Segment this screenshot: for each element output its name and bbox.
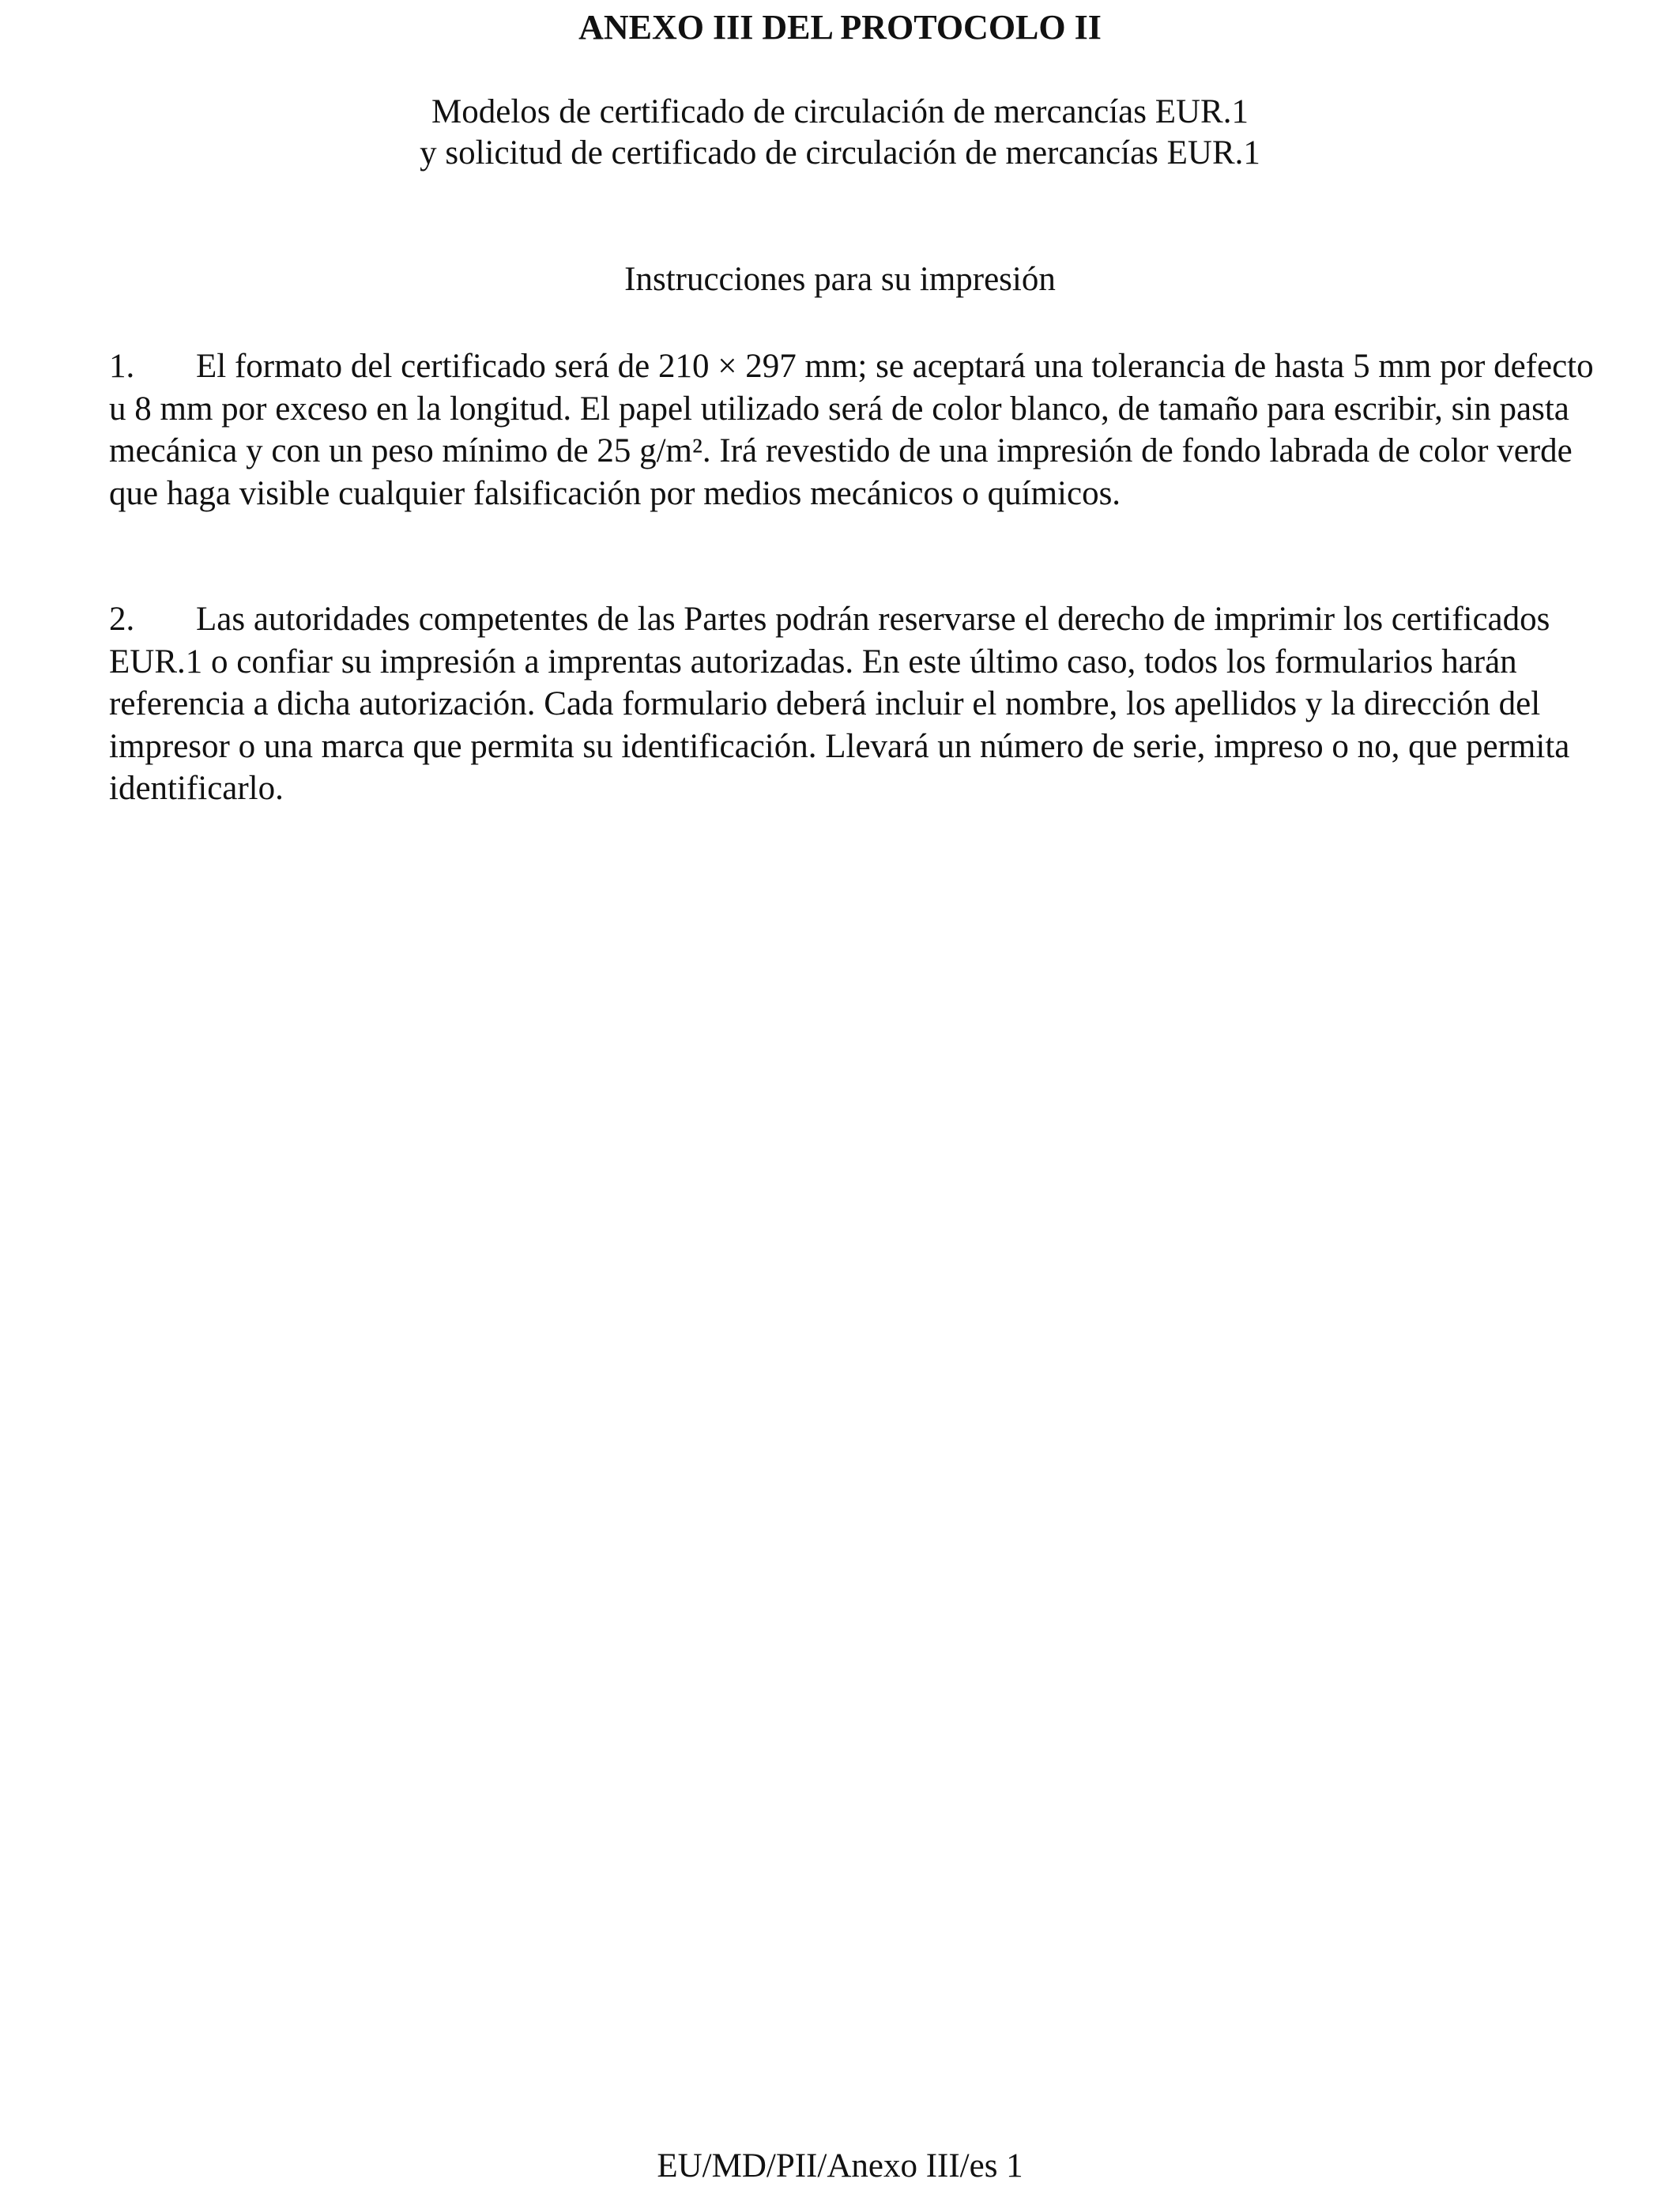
page-footer: EU/MD/PII/Anexo III/es 1 bbox=[657, 2147, 1023, 2185]
subtitle-line-2: y solicitud de certificado de circulación de mercancías EUR.1 bbox=[420, 134, 1260, 172]
paragraph-1 bbox=[109, 345, 1603, 515]
paragraph-1-text: El formato del certificado será de 210 × 297 mm; se aceptará una tolerancia de hasta 5 mm por defecto u 8 mm por exceso en la longitud. El papel utilizado será de color blanco, de tamaño para escribir, sin pasta mecánica y con un peso mínimo de 25 g/m². Irá revestido de una impresión de fondo labrada de color verde que haga visible cualquier falsificación por medios mecánicos o químicos. bbox=[109, 348, 1594, 512]
paragraph-1-number: 1. bbox=[109, 348, 135, 385]
paragraph-2-number: 2. bbox=[109, 601, 135, 638]
page-title: ANEXO III DEL PROTOCOLO II bbox=[578, 8, 1102, 47]
subtitle-line-1: Modelos de certificado de circulación de mercancías EUR.1 bbox=[431, 93, 1249, 130]
paragraph-2-text: Las autoridades competentes de las Partes podrán reservarse el derecho de imprimir los certificados EUR.1 o confiar su impresión a imprentas autorizadas. En este último caso, todos los formularios harán referencia a dicha autorización. Cada formulario deberá incluir el nombre, los apellidos y la dirección del impresor o una marca que permita su identificación. Llevará un número de serie, impreso o no, que permita identificarlo. bbox=[109, 601, 1570, 807]
paragraph-2 bbox=[109, 598, 1603, 810]
section-heading: Instrucciones para su impresión bbox=[624, 261, 1056, 298]
